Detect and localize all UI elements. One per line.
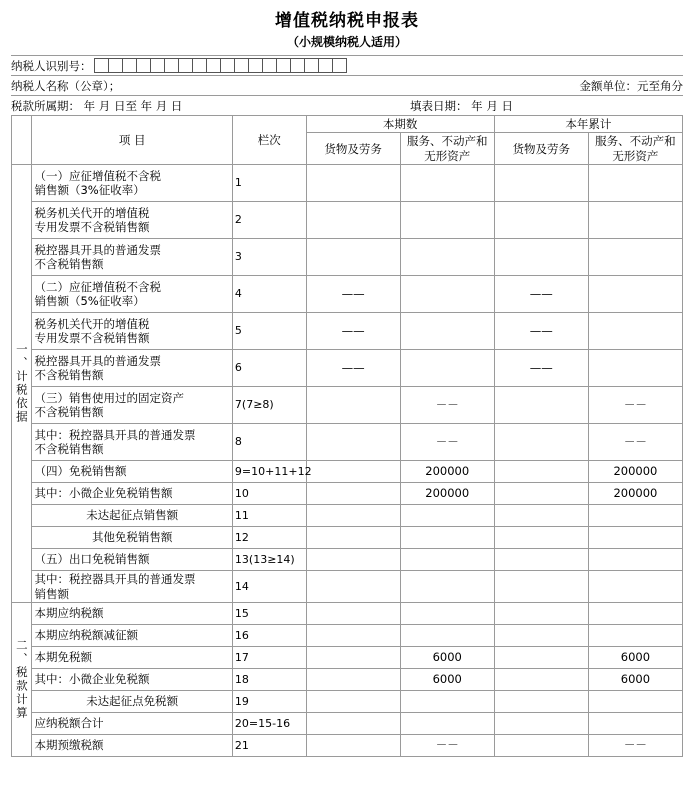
taxpayer-id-input[interactable] — [94, 58, 346, 73]
row-value-cell[interactable] — [306, 424, 400, 461]
row-item-label: 其他免税销售额 — [32, 527, 232, 549]
row-value-cell[interactable]: 6000 — [400, 668, 494, 690]
row-value-cell[interactable] — [400, 350, 494, 387]
row-value-cell[interactable] — [494, 549, 588, 571]
taxpayer-id-box[interactable] — [304, 58, 319, 73]
row-item-label: （四）免税销售额 — [32, 461, 232, 483]
taxpayer-id-box[interactable] — [206, 58, 221, 73]
taxpayer-id-box[interactable] — [220, 58, 235, 73]
form-header — [11, 55, 683, 115]
table-header-row-1 — [12, 116, 683, 133]
row-value-cell: －－ — [588, 424, 682, 461]
taxpayer-id-box[interactable] — [248, 58, 263, 73]
table-row — [12, 734, 683, 756]
row-value-cell[interactable] — [400, 690, 494, 712]
row-item-label: 其中：小微企业免税额 — [32, 668, 232, 690]
row-column-number: 6 — [232, 350, 306, 387]
table-row — [12, 668, 683, 690]
row-value-cell[interactable] — [588, 690, 682, 712]
row-value-cell[interactable] — [588, 624, 682, 646]
row-value-cell[interactable] — [400, 549, 494, 571]
header-services-intangible-year: 服务、不动产和无形资产 — [588, 133, 682, 165]
row-value-cell: －－ — [588, 734, 682, 756]
taxpayer-id-box[interactable] — [234, 58, 249, 73]
table-row — [12, 276, 683, 313]
row-value-cell[interactable]: 6000 — [588, 668, 682, 690]
taxpayer-id-box[interactable] — [164, 58, 179, 73]
row-column-number: 19 — [232, 690, 306, 712]
taxpayer-id-box[interactable] — [108, 58, 123, 73]
row-value-cell[interactable]: 200000 — [400, 461, 494, 483]
row-value-cell[interactable] — [306, 549, 400, 571]
page-title: 增值税纳税申报表 — [275, 11, 419, 31]
header-item: 项 目 — [32, 116, 232, 165]
table-row — [12, 527, 683, 549]
row-item-label: 其中：税控器具开具的普通发票 销售额 — [32, 571, 232, 603]
row-item-label: 未达起征点销售额 — [32, 505, 232, 527]
row-item-label: 其中：小微企业免税销售额 — [32, 483, 232, 505]
tax-return-table — [11, 115, 683, 757]
row-column-number: 9=10+11+12 — [232, 461, 306, 483]
row-value-cell: —— — [494, 313, 588, 350]
table-row — [12, 424, 683, 461]
row-value-cell[interactable] — [306, 239, 400, 276]
row-column-number: 3 — [232, 239, 306, 276]
row-value-cell[interactable] — [494, 734, 588, 756]
table-row — [12, 483, 683, 505]
table-row — [12, 202, 683, 239]
row-value-cell[interactable] — [588, 276, 682, 313]
row-item-label: （五）出口免税销售额 — [32, 549, 232, 571]
row-value-cell[interactable] — [306, 527, 400, 549]
row-item-label: （二）应征增值税不含税 销售额（5%征收率） — [32, 276, 232, 313]
taxpayer-id-box[interactable] — [122, 58, 137, 73]
row-value-cell: －－ — [400, 734, 494, 756]
taxpayer-id-box[interactable] — [290, 58, 305, 73]
fill-date-label: 填表日期： 年 月 日 — [410, 98, 513, 113]
row-value-cell[interactable] — [400, 202, 494, 239]
row-value-cell[interactable] — [400, 624, 494, 646]
taxpayer-id-box[interactable] — [150, 58, 165, 73]
row-column-number: 20=15-16 — [232, 712, 306, 734]
table-row — [12, 239, 683, 276]
row-column-number: 15 — [232, 602, 306, 624]
row-value-cell[interactable]: 200000 — [588, 461, 682, 483]
header-corner — [12, 116, 32, 165]
table-body — [12, 165, 683, 757]
table-row — [12, 350, 683, 387]
tax-period-label: 税款所属期： 年 月 日至 年 月 日 — [11, 98, 183, 113]
taxpayer-id-box[interactable] — [136, 58, 151, 73]
amount-unit-label: 金额单位：元至角分 — [579, 78, 683, 93]
row-column-number: 2 — [232, 202, 306, 239]
table-row — [12, 549, 683, 571]
row-value-cell[interactable] — [494, 483, 588, 505]
row-value-cell[interactable] — [494, 602, 588, 624]
row-value-cell[interactable] — [306, 668, 400, 690]
row-value-cell[interactable] — [494, 668, 588, 690]
row-value-cell[interactable] — [588, 712, 682, 734]
row-value-cell[interactable] — [494, 461, 588, 483]
taxpayer-id-box[interactable] — [262, 58, 277, 73]
row-value-cell: —— — [306, 313, 400, 350]
row-item-label: 本期预缴税额 — [32, 734, 232, 756]
row-item-label: 税控器具开具的普通发票 不含税销售额 — [32, 350, 232, 387]
taxpayer-id-box[interactable] — [332, 58, 347, 73]
header-column-no: 栏次 — [232, 116, 306, 165]
row-item-label: 本期应纳税额减征额 — [32, 624, 232, 646]
row-column-number: 13(13≥14) — [232, 549, 306, 571]
row-item-label: 其中：税控器具开具的普通发票 不含税销售额 — [32, 424, 232, 461]
row-value-cell[interactable] — [494, 624, 588, 646]
row-value-cell[interactable]: 6000 — [400, 646, 494, 668]
taxpayer-name-label: 纳税人名称（公章）； — [11, 78, 121, 93]
row-value-cell[interactable] — [494, 571, 588, 603]
row-value-cell[interactable] — [306, 483, 400, 505]
row-value-cell[interactable]: 200000 — [400, 483, 494, 505]
taxpayer-id-box[interactable] — [276, 58, 291, 73]
row-value-cell[interactable] — [588, 549, 682, 571]
row-value-cell[interactable] — [306, 387, 400, 424]
table-row — [12, 387, 683, 424]
row-value-cell[interactable] — [400, 602, 494, 624]
row-value-cell[interactable] — [306, 646, 400, 668]
table-row — [12, 571, 683, 603]
row-value-cell: －－ — [400, 424, 494, 461]
row-value-cell[interactable] — [494, 505, 588, 527]
section-side-label — [12, 165, 32, 603]
row-value-cell[interactable] — [306, 571, 400, 603]
row-value-cell[interactable] — [494, 165, 588, 202]
row-value-cell[interactable] — [306, 690, 400, 712]
row-value-cell[interactable] — [400, 712, 494, 734]
period-row — [11, 95, 683, 115]
taxpayer-name-row — [11, 75, 683, 95]
row-item-label: 税务机关代开的增值税 专用发票不含税销售额 — [32, 202, 232, 239]
row-column-number: 17 — [232, 646, 306, 668]
row-value-cell[interactable] — [588, 602, 682, 624]
row-value-cell[interactable] — [588, 527, 682, 549]
row-column-number: 12 — [232, 527, 306, 549]
row-column-number: 7(7≥8) — [232, 387, 306, 424]
row-value-cell[interactable] — [306, 202, 400, 239]
row-item-label: 本期免税额 — [32, 646, 232, 668]
row-item-label: 应纳税额合计 — [32, 712, 232, 734]
row-value-cell[interactable] — [400, 505, 494, 527]
row-value-cell[interactable] — [588, 505, 682, 527]
header-goods-services-year: 货物及劳务 — [494, 133, 588, 165]
row-value-cell[interactable] — [306, 602, 400, 624]
row-value-cell: —— — [494, 350, 588, 387]
row-value-cell[interactable] — [494, 527, 588, 549]
table-row — [12, 313, 683, 350]
row-value-cell[interactable] — [306, 165, 400, 202]
row-column-number: 14 — [232, 571, 306, 603]
row-value-cell[interactable] — [494, 202, 588, 239]
taxpayer-id-label: 纳税人识别号： — [11, 58, 92, 73]
row-value-cell[interactable] — [494, 424, 588, 461]
section-side-label — [12, 602, 32, 756]
table-row — [12, 690, 683, 712]
row-value-cell[interactable] — [306, 461, 400, 483]
section-side-label-text: 二、税款计算 — [14, 638, 29, 720]
taxpayer-id-group — [11, 58, 346, 74]
row-item-label: 税控器具开具的普通发票 不含税销售额 — [32, 239, 232, 276]
row-value-cell[interactable] — [588, 165, 682, 202]
row-column-number: 21 — [232, 734, 306, 756]
row-value-cell[interactable] — [400, 276, 494, 313]
row-value-cell[interactable] — [400, 313, 494, 350]
row-value-cell[interactable] — [400, 571, 494, 603]
table-row — [12, 602, 683, 624]
row-value-cell[interactable] — [588, 239, 682, 276]
table-row — [12, 461, 683, 483]
row-value-cell[interactable] — [588, 313, 682, 350]
row-column-number: 16 — [232, 624, 306, 646]
row-value-cell[interactable] — [494, 239, 588, 276]
row-value-cell[interactable]: 6000 — [588, 646, 682, 668]
section-side-label-text: 一、计税依据 — [14, 343, 29, 424]
table-row — [12, 505, 683, 527]
row-value-cell[interactable] — [400, 239, 494, 276]
row-value-cell[interactable] — [588, 571, 682, 603]
table-row — [12, 165, 683, 202]
page-subtitle: （小规模纳税人适用） — [286, 35, 407, 49]
row-value-cell[interactable] — [306, 712, 400, 734]
header-year-cumulative: 本年累计 — [494, 116, 682, 133]
row-column-number: 8 — [232, 424, 306, 461]
row-value-cell: —— — [306, 276, 400, 313]
taxpayer-id-box[interactable] — [94, 58, 109, 73]
row-column-number: 10 — [232, 483, 306, 505]
taxpayer-id-row — [11, 55, 683, 75]
row-item-label: 本期应纳税额 — [32, 602, 232, 624]
row-value-cell: －－ — [588, 387, 682, 424]
table-row — [12, 646, 683, 668]
row-item-label: 税务机关代开的增值税 专用发票不含税销售额 — [32, 313, 232, 350]
row-value-cell[interactable] — [494, 712, 588, 734]
row-value-cell[interactable] — [400, 527, 494, 549]
taxpayer-id-box[interactable] — [178, 58, 193, 73]
row-column-number: 5 — [232, 313, 306, 350]
row-column-number: 1 — [232, 165, 306, 202]
row-value-cell[interactable] — [400, 165, 494, 202]
row-value-cell[interactable] — [306, 505, 400, 527]
row-item-label: （三）销售使用过的固定资产 不含税销售额 — [32, 387, 232, 424]
row-value-cell[interactable] — [494, 387, 588, 424]
row-item-label: （一）应征增值税不含税 销售额（3%征收率） — [32, 165, 232, 202]
row-value-cell[interactable] — [588, 350, 682, 387]
header-services-intangible-current: 服务、不动产和无形资产 — [400, 133, 494, 165]
table-row — [12, 624, 683, 646]
row-value-cell[interactable] — [306, 624, 400, 646]
taxpayer-id-box[interactable] — [192, 58, 207, 73]
row-column-number: 18 — [232, 668, 306, 690]
taxpayer-id-box[interactable] — [318, 58, 333, 73]
header-current-period: 本期数 — [306, 116, 494, 133]
row-value-cell[interactable] — [588, 202, 682, 239]
row-value-cell[interactable] — [494, 690, 588, 712]
row-value-cell: —— — [494, 276, 588, 313]
row-value-cell[interactable]: 200000 — [588, 483, 682, 505]
row-column-number: 4 — [232, 276, 306, 313]
row-item-label: 未达起征点免税额 — [32, 690, 232, 712]
row-value-cell[interactable] — [306, 734, 400, 756]
row-column-number: 11 — [232, 505, 306, 527]
row-value-cell: —— — [306, 350, 400, 387]
table-row — [12, 712, 683, 734]
header-goods-services-current: 货物及劳务 — [306, 133, 400, 165]
row-value-cell: －－ — [400, 387, 494, 424]
row-value-cell[interactable] — [494, 646, 588, 668]
